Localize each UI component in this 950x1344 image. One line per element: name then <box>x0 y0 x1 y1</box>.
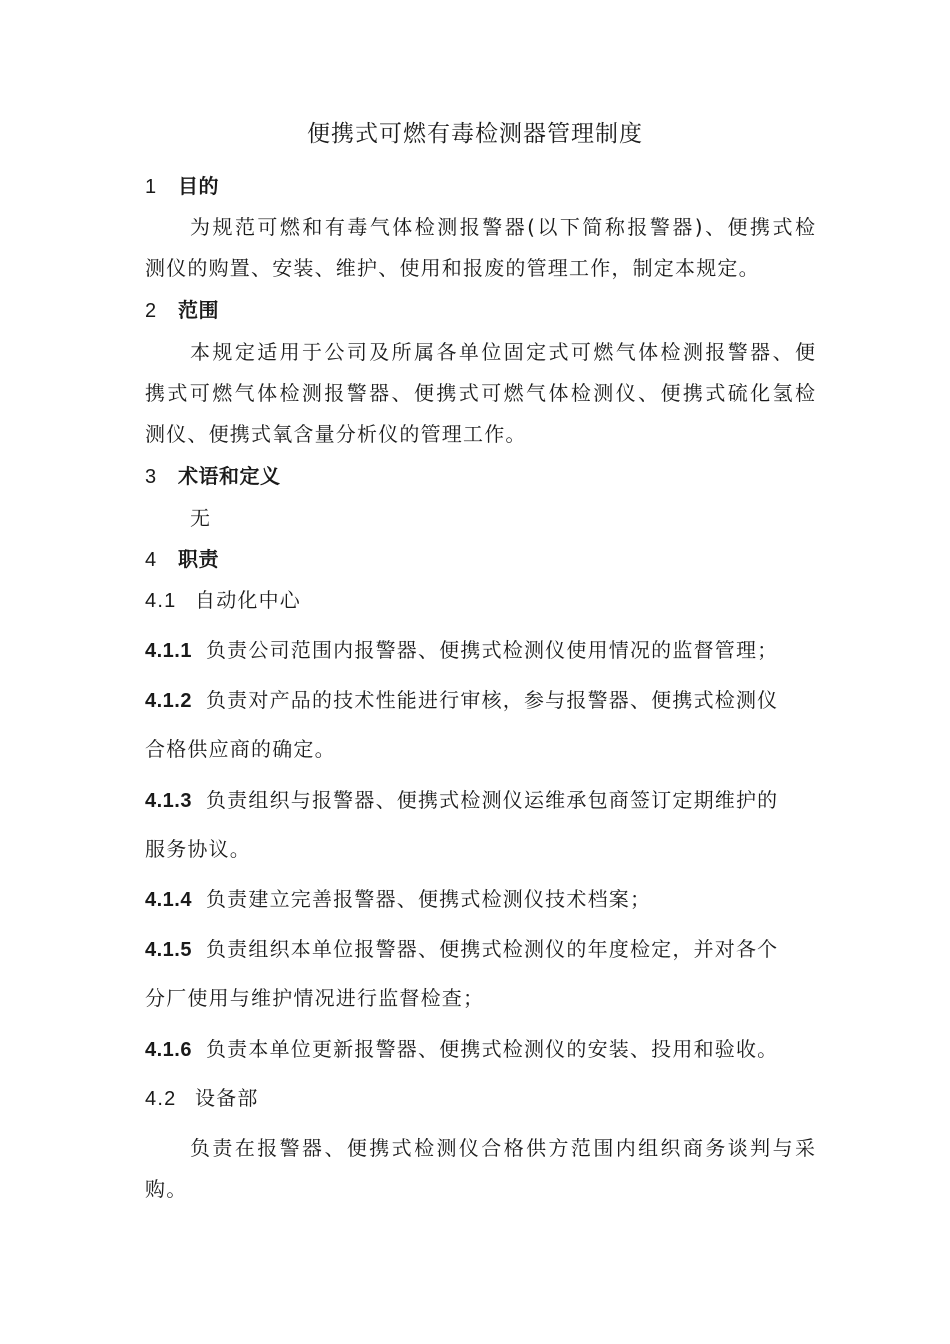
section-heading-responsibilities <box>145 539 815 580</box>
subsection-title: 设备部 <box>195 1086 259 1110</box>
item-number: 4.1.1 <box>145 640 192 662</box>
subsection-number: 4.2 <box>145 1088 177 1110</box>
subsection-title: 自动化中心 <box>195 588 301 612</box>
section-heading-scope <box>145 290 815 331</box>
item-4-1-6 <box>145 1029 815 1070</box>
item-number: 4.1.5 <box>145 939 192 961</box>
item-text: 负责建立完善报警器、便携式检测仪技术档案； <box>205 887 652 911</box>
item-text: 负责组织本单位报警器、便携式检测仪的年度检定，并对各个 <box>205 937 779 961</box>
section-title: 职责 <box>178 547 219 571</box>
item-number: 4.1.6 <box>145 1039 192 1061</box>
item-4-1-1 <box>145 630 815 671</box>
terms-text: 无 <box>190 506 212 530</box>
section-heading-purpose <box>145 166 815 207</box>
item-text: 负责本单位更新报警器、便携式检测仪的安装、投用和验收。 <box>205 1037 779 1061</box>
item-number: 4.1.4 <box>145 889 192 911</box>
section-title: 术语和定义 <box>178 464 281 488</box>
subsection-number: 4.1 <box>145 590 177 612</box>
scope-line-2: 携式可燃气体检测报警器、便携式可燃气体检测仪、便携式硫化氢检 <box>145 381 815 405</box>
subsection-automation-center <box>145 580 815 621</box>
section-number: 1 <box>145 176 157 198</box>
item-4-1-3 <box>145 780 815 821</box>
item-text: 负责组织与报警器、便携式检测仪运维承包商签订定期维护的 <box>205 788 779 812</box>
section-heading-terms <box>145 456 815 497</box>
subsection-equipment-dept <box>145 1078 815 1119</box>
item-4-1-5-continued: 分厂使用与维护情况进行监督检查； <box>145 986 485 1010</box>
section-number: 3 <box>145 466 157 488</box>
section-number: 2 <box>145 300 157 322</box>
item-4-1-5 <box>145 929 815 970</box>
item-number: 4.1.3 <box>145 790 192 812</box>
item-number: 4.1.2 <box>145 690 192 712</box>
item-4-1-2 <box>145 680 815 721</box>
item-4-1-4 <box>145 879 815 920</box>
purpose-line-1: 为规范可燃和有毒气体检测报警器(以下简称报警器)、便携式检 <box>190 215 815 239</box>
section-number: 4 <box>145 549 157 571</box>
purpose-line-2: 测仪的购置、安装、维护、使用和报废的管理工作，制定本规定。 <box>145 256 760 280</box>
equipment-line-2: 购。 <box>145 1177 188 1201</box>
item-4-1-2-continued: 合格供应商的确定。 <box>145 737 336 761</box>
section-title: 目的 <box>178 174 219 198</box>
item-text: 负责对产品的技术性能进行审核，参与报警器、便携式检测仪 <box>205 688 779 712</box>
item-text: 负责公司范围内报警器、便携式检测仪使用情况的监督管理； <box>205 638 779 662</box>
equipment-line-1: 负责在报警器、便携式检测仪合格供方范围内组织商务谈判与采 <box>190 1136 815 1160</box>
scope-line-1: 本规定适用于公司及所属各单位固定式可燃气体检测报警器、便 <box>190 340 815 364</box>
document-title: 便携式可燃有毒检测器管理制度 <box>307 121 643 147</box>
item-4-1-3-continued: 服务协议。 <box>145 837 251 861</box>
scope-line-3: 测仪、便携式氧含量分析仪的管理工作。 <box>145 422 527 446</box>
section-title: 范围 <box>178 298 219 322</box>
